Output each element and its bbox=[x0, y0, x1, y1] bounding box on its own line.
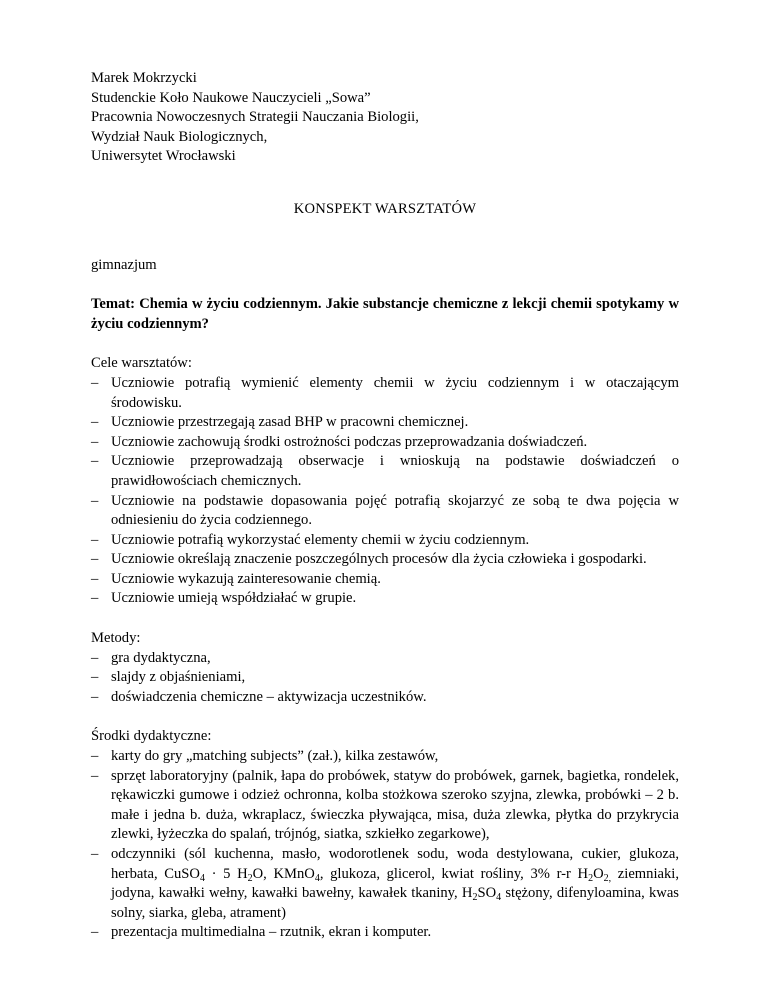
list-dash: – bbox=[91, 649, 99, 666]
methods-section bbox=[91, 629, 679, 707]
resource-item-equipment bbox=[91, 767, 679, 845]
reagents-text-3: O, KMnO bbox=[252, 865, 315, 882]
resource-item-reagents bbox=[91, 845, 679, 923]
goal-item bbox=[91, 550, 679, 570]
resource-text bbox=[111, 846, 679, 921]
resources-heading: Środki dydaktyczne: bbox=[91, 728, 212, 745]
list-dash: – bbox=[91, 492, 99, 509]
subscript: 2 bbox=[472, 892, 478, 904]
lesson-topic: Temat: Chemia w życiu codziennym. Jakie substancje chemiczne z lekcji chemii spotykamy w życiu codziennym? bbox=[91, 296, 679, 332]
goal-item bbox=[91, 413, 679, 433]
method-item bbox=[91, 688, 679, 708]
resources-section bbox=[91, 727, 679, 943]
list-dash: – bbox=[91, 924, 99, 941]
goal-text: Uczniowie potrafią wymienić elementy chemii w życiu codziennym i w otaczającym środowisku. bbox=[111, 374, 679, 411]
reagents-text-8: stężony, difenyloamina, kwas solny, siarka, gleba, atrament) bbox=[111, 885, 679, 921]
method-item bbox=[91, 668, 679, 688]
goal-item bbox=[91, 433, 679, 453]
list-dash: – bbox=[91, 688, 99, 705]
resource-text: sprzęt laboratoryjny (palnik, łapa do probówek, statyw do probówek, garnek, bagietka, rondelek, rękawiczki gumowe i odzież ochronna, kolba stożkowa szeroko szyjna, zlewka, probówki – 2 b. małe i jedna b. duża, wkraplacz, świeczka pływająca, misa, duża zlewka, płytka do przykrycia zlewki, łyżeczka do spalań, trójnóg, siatka, szkiełko zegarkowe), bbox=[111, 767, 679, 843]
author-faculty: Wydział Nauk Biologicznych, bbox=[91, 128, 268, 145]
methods-list bbox=[91, 649, 679, 708]
list-dash: – bbox=[91, 570, 99, 587]
subscript: 4 bbox=[496, 892, 502, 904]
list-dash: – bbox=[91, 590, 99, 607]
goal-item bbox=[91, 589, 679, 609]
goals-section bbox=[91, 354, 679, 609]
goal-item bbox=[91, 452, 679, 491]
subscript: 2 bbox=[588, 872, 594, 884]
school-level: gimnazjum bbox=[91, 256, 157, 273]
resources-list bbox=[91, 747, 679, 943]
list-dash: – bbox=[91, 748, 99, 765]
goal-item bbox=[91, 531, 679, 551]
goal-item bbox=[91, 374, 679, 413]
goal-text: Uczniowie przeprowadzają obserwacje i wnioskują na podstawie doświadczeń o prawidłowościach chemicznych. bbox=[111, 453, 679, 489]
list-dash: – bbox=[91, 669, 99, 686]
goal-item bbox=[91, 492, 679, 531]
goal-text: Uczniowie na podstawie dopasowania pojęć potrafią skojarzyć ze sobą te dwa pojęcia w odniesieniu do życia codziennego. bbox=[111, 492, 679, 529]
author-lab: Pracownia Nowoczesnych Strategii Nauczania Biologii, bbox=[91, 109, 419, 126]
goals-heading: Cele warsztatów: bbox=[91, 355, 192, 372]
subscript: 4 bbox=[314, 872, 320, 884]
author-organization: Studenckie Koło Naukowe Nauczycieli „Sowa” bbox=[91, 89, 371, 106]
list-dash: – bbox=[91, 767, 99, 784]
subscript: 4 bbox=[199, 872, 205, 884]
list-dash: – bbox=[91, 374, 99, 391]
reagents-text-4: , glukoza, glicerol, kwiat rośliny, 3% r-r H bbox=[319, 865, 589, 882]
goal-text: Uczniowie umieją współdziałać w grupie. bbox=[111, 590, 357, 607]
resource-text: prezentacja multimedialna – rzutnik, ekran i komputer. bbox=[111, 924, 432, 941]
goal-text: Uczniowie potrafią wykorzystać elementy chemii w życiu codziennym. bbox=[111, 531, 530, 548]
list-dash: – bbox=[91, 414, 99, 431]
list-dash: – bbox=[91, 453, 99, 470]
method-text: gra dydaktyczna, bbox=[111, 649, 211, 666]
list-dash: – bbox=[91, 433, 99, 450]
reagents-text-5: O bbox=[593, 865, 604, 882]
author-name: Marek Mokrzycki bbox=[91, 70, 197, 86]
resource-item-presentation bbox=[91, 923, 679, 943]
reagents-text-2: · 5 H bbox=[204, 865, 248, 882]
resource-text: karty do gry „matching subjects” (zał.), kilka zestawów, bbox=[111, 748, 439, 765]
document-title: KONSPEKT WARSZTATÓW bbox=[293, 200, 477, 217]
goal-text: Uczniowie zachowują środki ostrożności podczas przeprowadzania doświadczeń. bbox=[111, 433, 588, 450]
reagents-text-6: ziemniaki, jodyna, kawałki wełny, kawałki bawełny, kawałek tkaniny, H bbox=[111, 865, 679, 902]
author-university: Uniwersytet Wrocławski bbox=[91, 148, 236, 165]
method-text: slajdy z objaśnieniami, bbox=[111, 669, 246, 686]
list-dash: – bbox=[91, 846, 99, 862]
goals-list bbox=[91, 374, 679, 609]
resource-item-cards bbox=[91, 747, 679, 767]
list-dash: – bbox=[91, 531, 99, 548]
subscript: 2 bbox=[247, 872, 253, 884]
method-text: doświadczenia chemiczne – aktywizacja uczestników. bbox=[111, 688, 427, 705]
author-block bbox=[91, 69, 679, 167]
goal-text: Uczniowie określają znaczenie poszczególnych procesów dla życia człowieka i gospodarki. bbox=[111, 551, 647, 568]
reagents-text-7: SO bbox=[477, 885, 497, 902]
goal-text: Uczniowie wykazują zainteresowanie chemią. bbox=[111, 570, 381, 587]
method-item bbox=[91, 649, 679, 669]
list-dash: – bbox=[91, 551, 99, 568]
subscript: 2, bbox=[603, 872, 612, 884]
goal-text: Uczniowie przestrzegają zasad BHP w pracowni chemicznej. bbox=[111, 414, 469, 431]
goal-item bbox=[91, 570, 679, 590]
document-content bbox=[91, 69, 679, 943]
methods-heading: Metody: bbox=[91, 630, 141, 647]
reagents-text-1: odczynniki (sól kuchenna, masło, wodorotlenek sodu, woda destylowana, cukier, glukoza, herbata, CuSO bbox=[111, 846, 679, 882]
